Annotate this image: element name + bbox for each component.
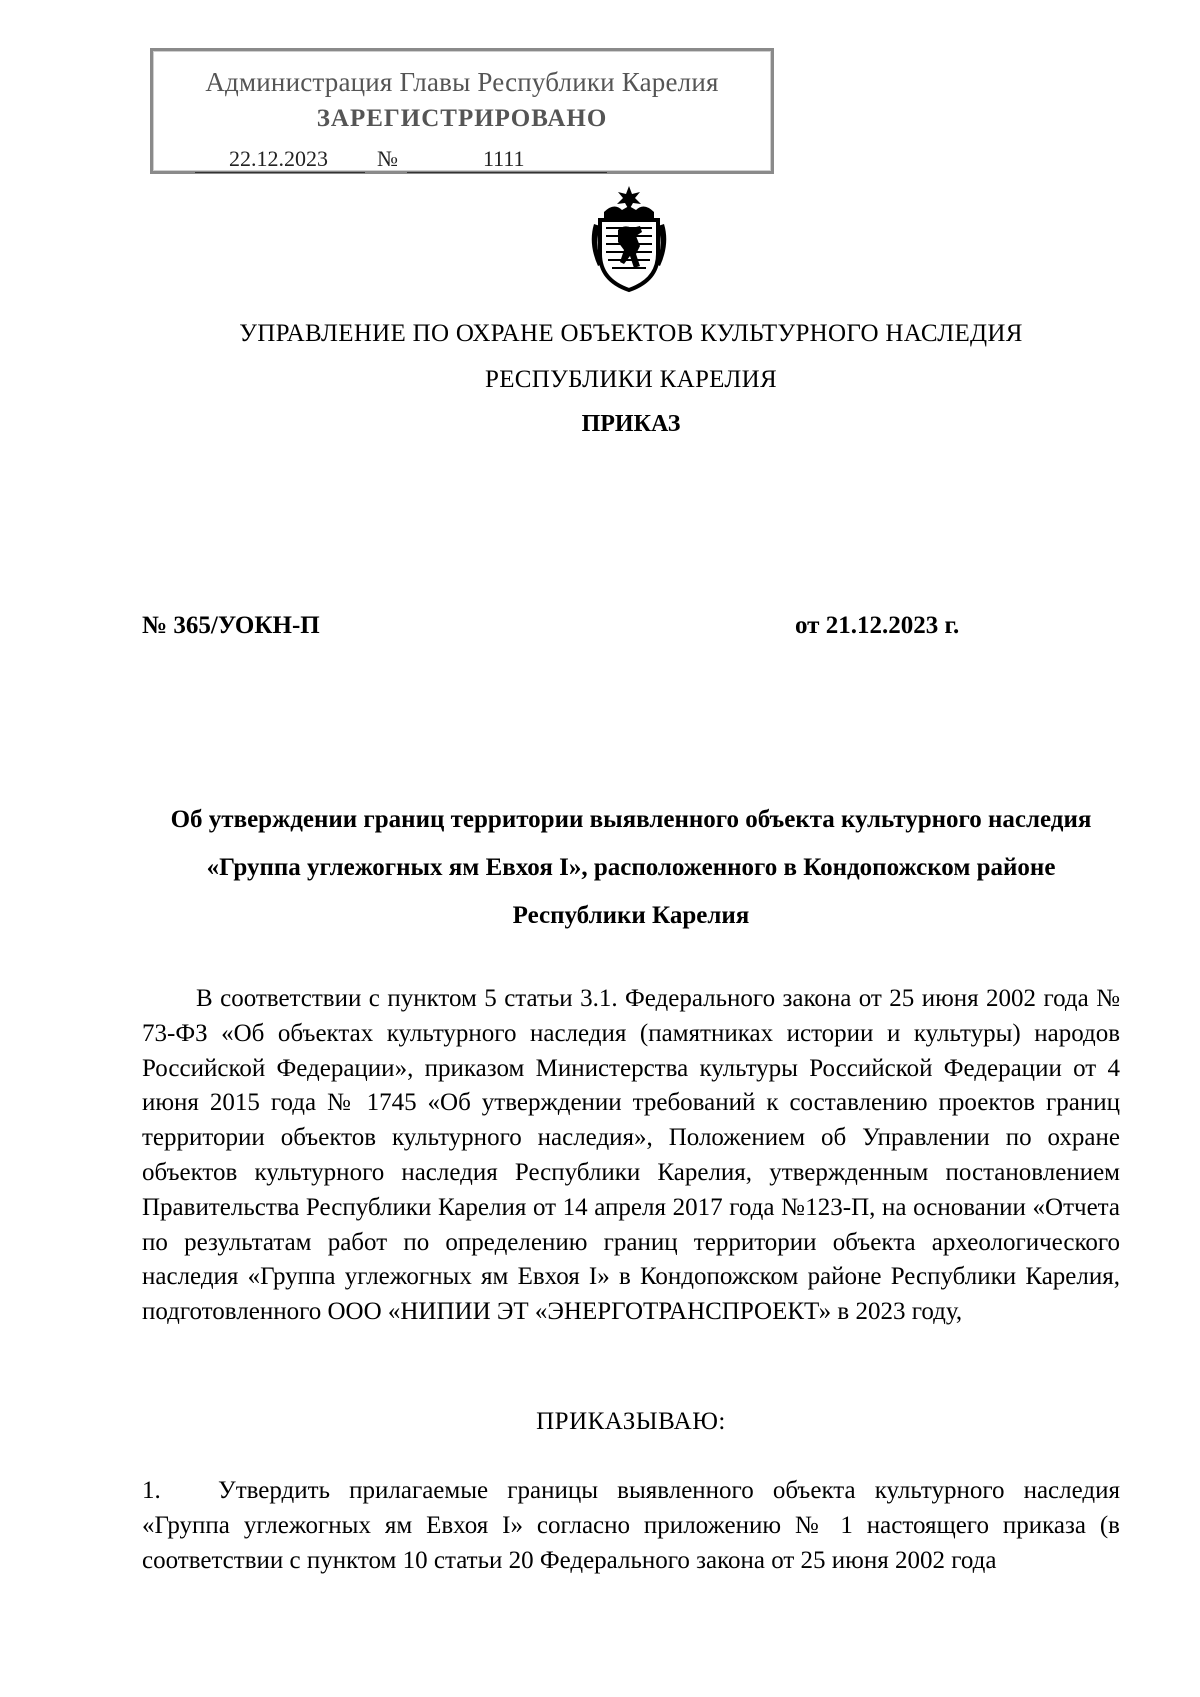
document-date: от 21.12.2023 г.	[795, 612, 960, 639]
document-title-line1: Об утверждении границ территории выявленного объекта культурного наследия	[170, 806, 1092, 833]
stamp-number-label: №	[377, 146, 398, 171]
org-name-line2: РЕСПУБЛИКИ КАРЕЛИЯ	[485, 366, 777, 393]
document-title-line3: Республики Карелия	[512, 902, 750, 929]
order-item-number: 1.	[142, 1477, 161, 1504]
order-item-1	[142, 1474, 1120, 1578]
stamp-number: 1111	[407, 145, 607, 173]
org-name-line1: УПРАВЛЕНИЕ ПО ОХРАНЕ ОБЪЕКТОВ КУЛЬТУРНОГО НАСЛЕДИЯ	[239, 320, 1023, 347]
document-number: № 365/УОКН-П	[142, 612, 320, 639]
document-type: ПРИКАЗ	[581, 411, 681, 437]
stamp-status: ЗАРЕГИСТРИРОВАНО	[316, 105, 608, 132]
stamp-date: 22.12.2023	[195, 145, 365, 173]
registration-stamp	[150, 48, 774, 174]
order-word: ПРИКАЗЫВАЮ:	[536, 1408, 726, 1435]
karelia-coat-of-arms-icon	[584, 184, 674, 294]
document-title-line2: «Группа углежогных ям Евхоя I», расположенного в Кондопожском районе	[206, 854, 1056, 881]
order-item-text: Утвердить прилагаемые границы выявленного объекта культурного наследия «Группа углежогных ям Евхоя I» согласно приложению № 1 настоящего приказа (в соответствии с пунктом 10 статьи 20 Федерального закона от 25 июня 2002 года	[142, 1477, 1120, 1574]
preamble-paragraph: В соответствии с пунктом 5 статьи 3.1. Федерального закона от 25 июня 2002 года № 73-ФЗ «Об объектах культурного наследия (памятниках истории и культуры) народов Российской Федерации», приказом Министерства культуры Российской Федерации от 4 июня 2015 года № 1745 «Об утверждении требований к составлению проектов границ территории объектов культурного наследия», Положением об Управлении по охране объектов культурного наследия Республики Карелия, утвержденным постановлением Правительства Республики Карелия от 14 апреля 2017 года №123-П, на основании «Отчета по результатам работ по определению границ территории объекта археологического наследия «Группа углежогных ям Евхоя I» в Кондопожском районе Республики Карелия, подготовленного ООО «НИПИИ ЭТ «ЭНЕРГОТРАНСПРОЕКТ» в 2023 году,	[142, 985, 1120, 1326]
stamp-organization: Администрация Главы Республики Карелия	[205, 67, 719, 97]
